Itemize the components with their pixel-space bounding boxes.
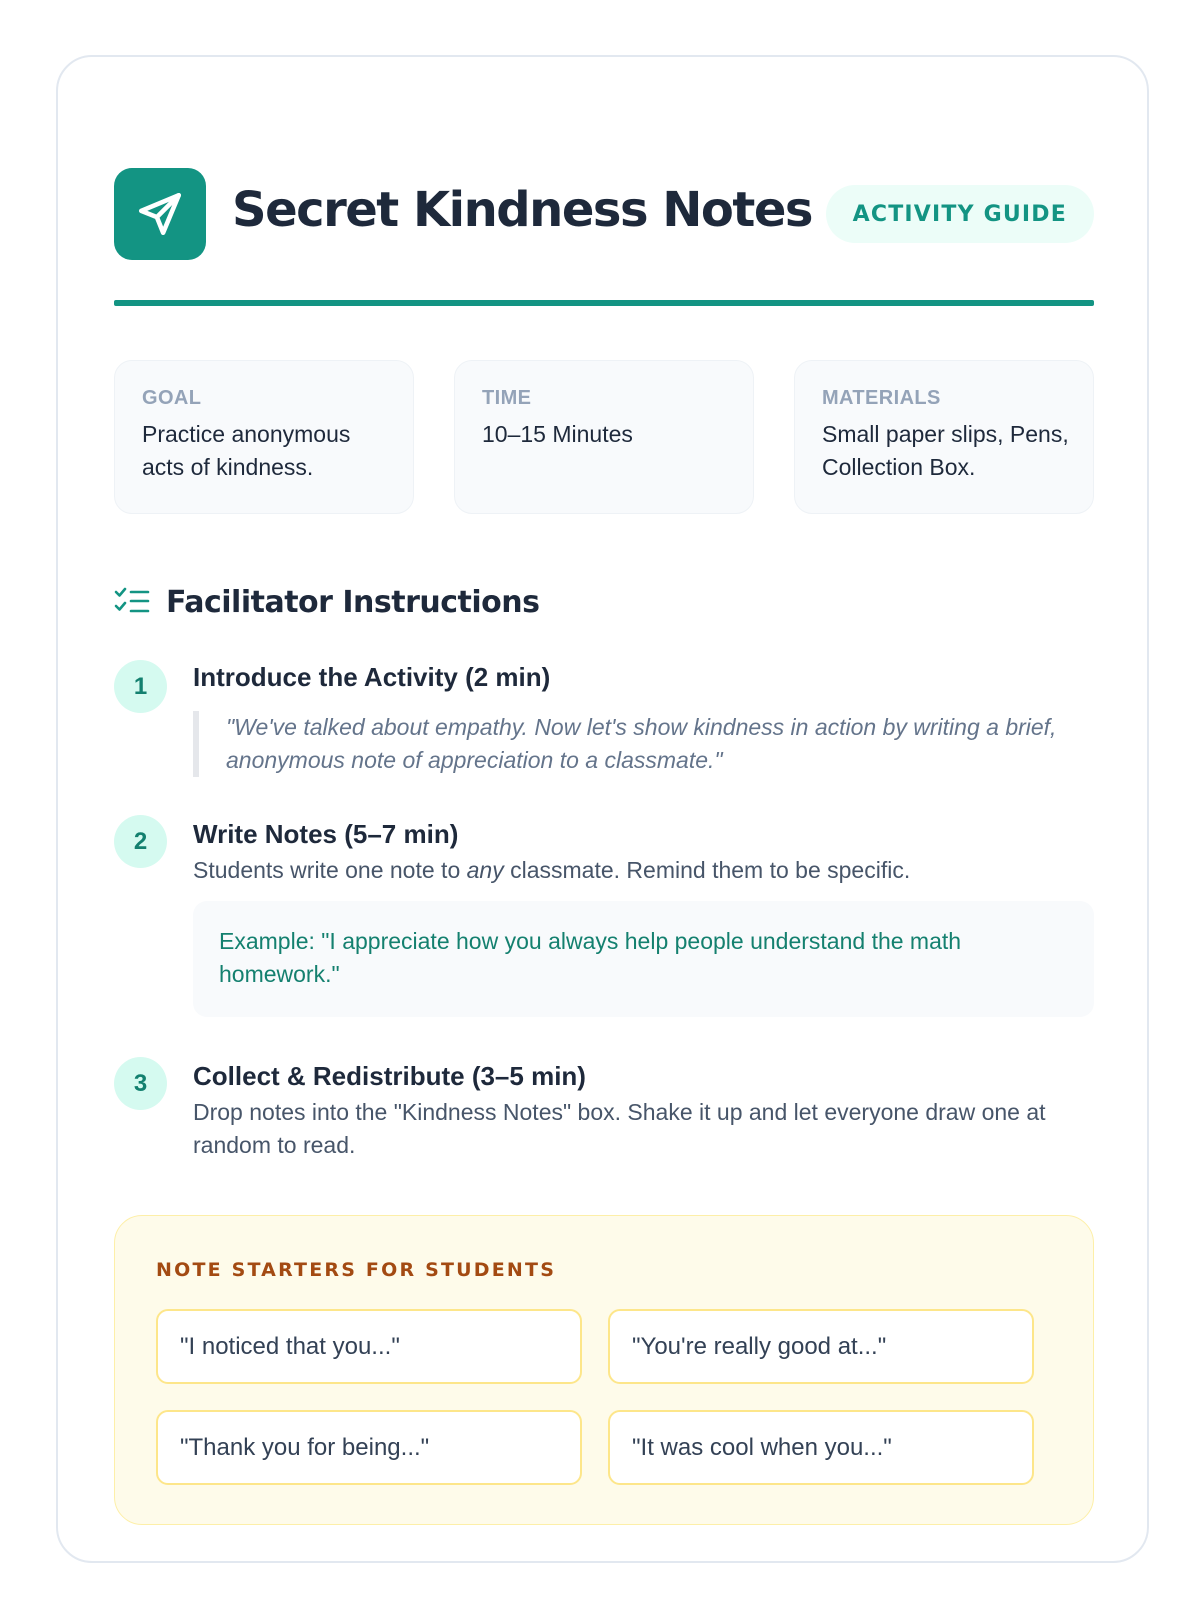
info-box-goal xyxy=(114,360,414,514)
card-content xyxy=(114,112,1094,1461)
header-divider xyxy=(114,300,1094,306)
header xyxy=(114,112,1094,247)
page-title: Secret Kindness Notes xyxy=(232,182,812,238)
note-starters-label: NOTE STARTERS FOR STUDENTS xyxy=(156,1259,557,1281)
note-starter-chip: "I noticed that you..." xyxy=(156,1309,582,1384)
step-title-1: Introduce the Activity (2 min) xyxy=(193,662,551,692)
step-title-2: Write Notes (5–7 min) xyxy=(193,819,459,849)
info-label: TIME xyxy=(482,387,532,409)
step-title-3: Collect & Redistribute (3–5 min) xyxy=(193,1061,586,1091)
step-number-1: 1 xyxy=(114,660,167,713)
info-box-materials xyxy=(794,360,1094,514)
info-label: MATERIALS xyxy=(822,387,941,409)
activity-guide-badge: ACTIVITY GUIDE xyxy=(826,185,1094,243)
step-number-3: 3 xyxy=(114,1057,167,1110)
step-quote: "We've talked about empathy. Now let's show kindness in action by writing a brief, anonymous note of appreciation to a classmate." xyxy=(193,711,1073,777)
info-value: Small paper slips, Pens, Collection Box. xyxy=(822,421,1069,480)
step-body-text: Students write one note to xyxy=(193,857,467,883)
info-value: Practice anonymous acts of kindness. xyxy=(142,421,351,480)
info-box-time xyxy=(454,360,754,514)
note-starters-panel xyxy=(114,1215,1094,1525)
checklist-icon xyxy=(114,586,150,618)
activity-card xyxy=(56,55,1149,1563)
example-box: Example: "I appreciate how you always help people understand the math homework." xyxy=(193,901,1094,1017)
note-starter-chip: "It was cool when you..." xyxy=(608,1410,1034,1485)
step-body-3: Drop notes into the "Kindness Notes" box. Shake it up and let everyone draw one at random to read. xyxy=(193,1099,1046,1158)
step-body-emphasis: any xyxy=(466,857,504,883)
paper-plane-icon xyxy=(135,189,185,239)
note-starter-chip: "You're really good at..." xyxy=(608,1309,1034,1384)
step-number-2: 2 xyxy=(114,815,167,868)
info-value: 10–15 Minutes xyxy=(482,421,633,447)
section-title-text: Facilitator Instructions xyxy=(166,584,540,620)
note-starter-chip: "Thank you for being..." xyxy=(156,1410,582,1485)
step-body-text: classmate. Remind them to be specific. xyxy=(503,857,911,883)
step-body-2 xyxy=(193,854,1093,887)
info-label: GOAL xyxy=(142,387,202,409)
logo xyxy=(114,168,206,260)
section-title xyxy=(114,582,540,622)
info-row xyxy=(114,360,1094,514)
